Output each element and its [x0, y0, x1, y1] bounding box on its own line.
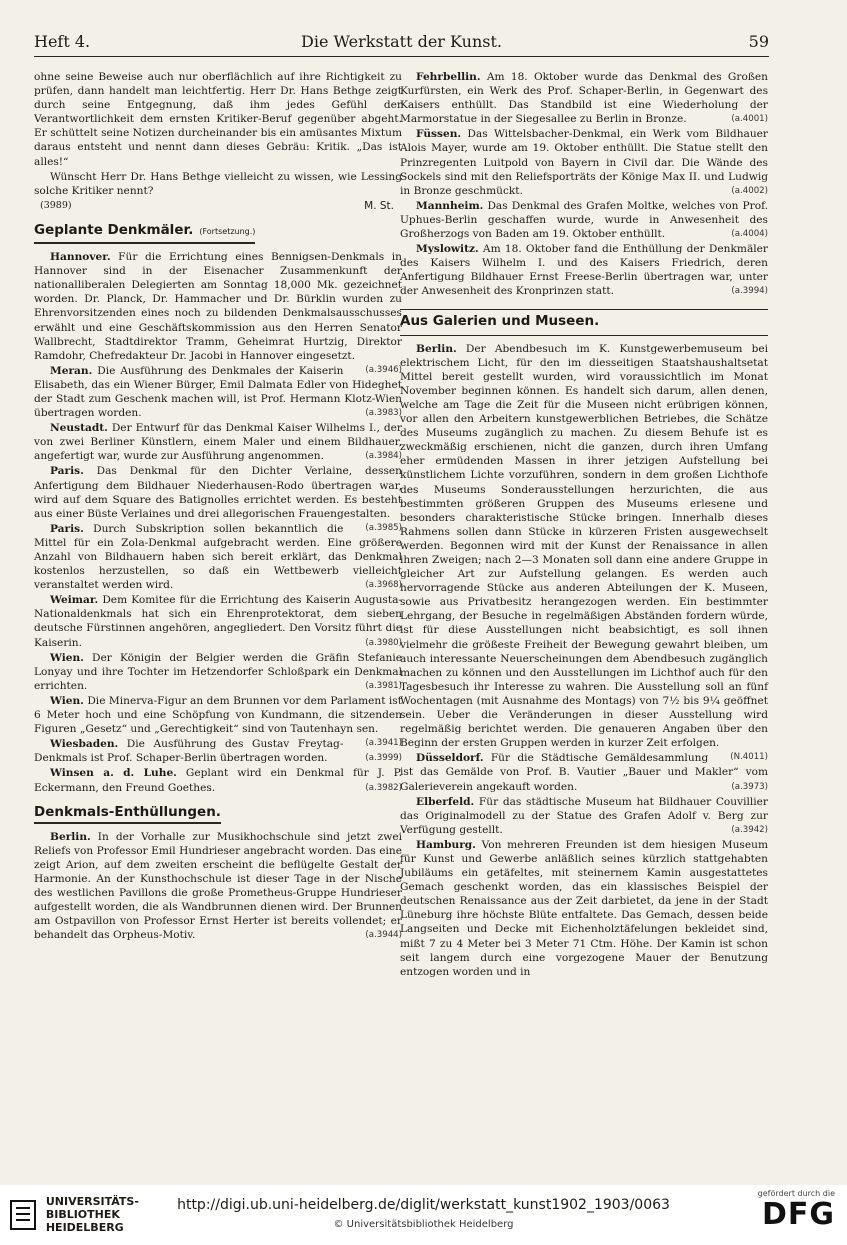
entry-ref-number: (a.3946): [365, 364, 402, 375]
entry-place: Berlin.: [416, 342, 457, 355]
entry-ref-number: (a.3980): [365, 637, 402, 648]
digitization-footer: [0, 1185, 847, 1245]
entry-place: Paris.: [50, 522, 84, 535]
header-rule: [34, 56, 769, 57]
entry-place: Elberfeld.: [416, 795, 475, 808]
article-number: (3989): [40, 199, 72, 211]
entry-ref-number: (a.3968): [365, 580, 402, 591]
entries-galleries: [400, 342, 768, 979]
signature-line: [34, 199, 402, 213]
entry-ref-number: (a.3982): [365, 782, 402, 793]
entry-ref-number: (a.3944): [365, 930, 402, 941]
entry-place: Füssen.: [416, 128, 462, 141]
entry-place: Hannover.: [50, 251, 111, 264]
entry-text: Der Abendbesuch im K. Kunstgewerbemuseum bei elektrischem Licht, für den im diesseitigen Staatshaushaltsetat Mittel bereit gestellt wurden, wird voraussichtlich im Monat November beginnen können. Es handelt sich darum, allen denen, welche am Tage die Zeit für die Museen nicht erübrigen können, vor allen den Arbeitern kunstgewerblichen Betriebes, die Schätze des Museums zugänglich zu machen. Zu diesem Behufe ist es zweckmäßig erschienen, nicht die ganzen, durch ihren Umfang eher ermüdenden Massen in ihrer jetzigen Aufstellung bei künstlichem Lichte vorzuführen, sondern in dem großen Lichthofe des Museums Sonderausstellungen herzurichten, die aus bestimmten größeren Gruppen des Museums erlesene und besonders charakteristische Stücke bringen. Innerhalb dieses Rahmens sollen dann Stücke in kürzeren Fristen ausgewechselt werden. Begonnen wird mit der Kunst der Renaissance in allen ihren Zweigen; nach 2—3 Monaten soll dann eine andere Gruppe in gleicher Art zur Aufstellung gelangen. Es werden auch hervorragende Stücke aus anderen Abteilungen der K. Museen, sowie aus Privatbesitz herangezogen werden. Ein bestimmter Lehrgang, der Besuche in regelmäßigen Abständen fordern würde, ist für diese Ausstellungen nicht beabsichtigt, es soll ihnen vielmehr die größeste Freiheit der Bewegung gewahrt bleiben, um auch interessante Neuerscheinungen dem Abendbesuch zugänglich machen zu können und den Ausstellungen im Lichthof auch für den Tagesbesuch ihr Interesse zu wahren. Die Ausstellung soll an fünf Wochentagen (mit Ausnahme des Montags) von 7½ bis 9¼ geöffnet sein. Ueber die Veränderungen in dieser Ausstellung wird regelmäßig berichtet werden. Die genaueren Angaben über den Beginn der ersten Gruppen werden in kurzer Zeit erfolgen.: [400, 342, 769, 750]
entry-place: Berlin.: [50, 830, 91, 843]
entry-place: Düsseldorf.: [416, 752, 484, 765]
entry-place: Wien.: [50, 694, 84, 707]
entry-place: Neustadt.: [50, 422, 108, 435]
page-number: 59: [748, 32, 769, 51]
funder-note: gefördert durch die: [757, 1189, 835, 1198]
section-title: Geplante Denkmäler.: [34, 221, 194, 238]
entries-unveilings: [34, 830, 402, 943]
entry-ref-number: (a.3994): [731, 286, 768, 297]
right-column: [400, 70, 768, 980]
entry-ref-number: (N.4011): [730, 752, 768, 763]
library-name: UNIVERSITÄTS- BIBLIOTHEK HEIDELBERG: [45, 1195, 139, 1234]
entry-ref-number: (a.3981): [365, 680, 402, 691]
entry-place: Meran.: [50, 364, 93, 377]
section-heading-galerien: [400, 309, 768, 336]
entry-text: Am 18. Oktober fand die Enthüllung der Denkmäler des Kaisers Wilhelm I. und des Kaisers Friedrich, deren Anfertigung Bildhauer Ernst Freese-Berlin übertragen war, unter der Anwesenheit des Kronprinzen statt.: [400, 243, 768, 298]
entry-ref-number: (a.4001): [731, 114, 768, 125]
section-heading-geplante: [34, 223, 402, 244]
entry-text: Die Ausführung des Gustav Freytag-Denkmals ist Prof. Schaper-Berlin übertragen worden.: [34, 738, 344, 765]
running-header: [34, 32, 769, 54]
entries-unveilings-cont: [400, 70, 768, 299]
section-heading-enthuellungen: [34, 805, 402, 824]
copyright-notice: © Universitätsbibliothek Heidelberg: [333, 1219, 514, 1230]
author-initials: M. St.: [364, 199, 394, 212]
entry-text: Der Entwurf für das Denkmal Kaiser Wilhelms I., der von zwei Berliner Künstlern, einem Maler und einem Bildhauer, angefertigt war, wurde zur Ausführung angenommen.: [34, 422, 402, 463]
entry-text: Die Ausführung des Denkmales der Kaiserin Elisabeth, das ein Wiener Bürger, Emil Dalmata Edler von Hideghet der Stadt zum Geschenk machen will, ist Prof. Hermann Klotz-Wien übertragen worden.: [34, 364, 402, 420]
left-column: [34, 70, 402, 943]
entry-text: Der Königin der Belgier werden die Gräfin Stefanie Lonyay und ihre Tochter im Hetzendorfer Schloßpark ein Denkmal errichten.: [34, 651, 402, 692]
entry-ref-number: (a.4002): [731, 185, 768, 196]
entry-ref-number: (a.3985): [365, 522, 402, 533]
entry-place: Weimar.: [50, 594, 99, 607]
entry-text: Für die Städtische Gemäldesammlung ist das Gemälde von Prof. B. Vautier „Bauer und Makler“ vom Galerieverein angekauft worden.: [400, 752, 768, 793]
news-entry: [400, 199, 768, 241]
news-entry: [34, 651, 402, 693]
dfg-logo: DFG: [761, 1197, 835, 1232]
entry-ref-number: (a.3999): [365, 753, 402, 764]
entry-ref-number: (a.3941): [365, 738, 402, 749]
news-entry: [400, 70, 768, 126]
entry-text: Die Minerva-Figur an dem Brunnen vor dem Parlament ist 6 Meter hoch und eine Schöpfung von Kundmann, die sitzenden Figuren „Gesetz“ und „Gerechtigkeit“ sind von Tautenhayn sen.: [34, 694, 402, 736]
news-entry: [34, 464, 402, 533]
entry-place: Hamburg.: [416, 838, 476, 851]
entry-text: Das Denkmal des Grafen Moltke, welches von Prof. Uphues-Berlin geschaffen wurde, wurde in Anwesenheit des Großherzogs von Baden am 19. Oktober enthüllt.: [400, 199, 769, 241]
entry-place: Fehrbellin.: [416, 71, 481, 83]
entry-text: Für das städtische Museum hat Bildhauer Couvillier das Originalmodell zu der Statue des Grafen Adolf v. Berg zur Verfügung gestellt.: [400, 795, 768, 836]
entry-ref-number: (a.3983): [365, 408, 402, 419]
intro-paragraph: ohne seine Beweise auch nur oberflächlich auf ihre Richtigkeit zu prüfen, dann handelt man leichtfertig. Herr Dr. Hans Bethge zeigt durch seine Entgegnung, daß ihm jedes Gefühl der Verantwortlichkeit dem ernsten Kritiker-Beruf gegenüber abgeht. Er schüttelt seine Notizen durcheinander bis ein amüsantes Mixtum daraus entsteht und nennt dann dieses Gebräu: Kritik. „Das ist alles!“: [34, 71, 402, 168]
news-entry: [34, 421, 402, 463]
news-entry: [400, 242, 768, 298]
issue-label: Heft 4.: [34, 32, 91, 51]
news-entry: [400, 127, 768, 197]
journal-title: Die Werkstatt der Kunst.: [301, 32, 502, 51]
entries-planned-monuments: [34, 250, 402, 795]
entry-ref-number: (a.3942): [731, 824, 768, 835]
entry-text: In der Vorhalle zur Musikhochschule sind jetzt zwei Reliefs von Professor Emil Hundrieser angebracht worden. Das eine zeigt Arion, auf dem zweiten erscheint die beflügelte Gestalt der Harmonie. An der Kunsthochschule ist dieser Tage in der Nische des westlichen Pavillons die große Prometheus-Gruppe Hundrieser aufgestellt worden, die als Wandbrunnen dienen wird. Der Brunnen am Ostpavillon von Professor Ernst Herter ist bereits vollendet; er behandelt das Orpheus-Motiv.: [34, 830, 402, 942]
section-note: (Fortsetzung.): [199, 226, 256, 236]
entry-place: Wien.: [50, 651, 84, 664]
entry-place: Wiesbaden.: [50, 738, 119, 751]
entry-text: Für die Errichtung eines Bennigsen-Denkmals in Hannover sind in der Eisenacher Zusammenkunft der nationalliberalen Delegierten am Sonntag 18,000 Mk. gezeichnet worden. Dr. Planck, Dr. Hammacher und Dr. Bürklin wurden zu Ehrenvorsitzenden eines noch zu bildenden Denkmalsausschusses erwählt und eine Geschäftskommission aus den Herren Senator Wallbrecht, Stadtdirektor Tramm, Geheimrat Hurtzig, Direktor Ramdohr, Chefredakteur Dr. Jacobi in Hannover eingesetzt.: [34, 251, 402, 362]
news-entry: [34, 593, 402, 649]
source-url-link[interactable]: http://digi.ub.uni-heidelberg.de/diglit/werkstatt_kunst1902_1903/0063: [177, 1197, 670, 1213]
entry-place: Paris.: [50, 465, 84, 478]
entry-place: Myslowitz.: [416, 243, 479, 256]
entry-place: Mannheim.: [416, 199, 484, 212]
entry-text: Dem Komitee für die Errichtung des Kaiserin Augusta-Nationaldenkmals hat sich ein Ehrenprotektorat, dem sieben deutsche Fürstinnen angehören, angegliedert. Den Vorsitz führt die Kaiserin.: [34, 594, 402, 649]
intro-paragraph-2: Wünscht Herr Dr. Hans Bethge vielleicht zu wissen, wie Lessing solche Kritiker nennt?: [34, 170, 402, 197]
news-entry: [400, 795, 768, 837]
news-entry: [34, 766, 402, 794]
news-entry: [400, 838, 768, 979]
entry-text: Geplant wird ein Denkmal für J. P. Eckermann, den Freund Goethes.: [34, 767, 402, 794]
section-title: Aus Galerien und Museen.: [400, 312, 600, 329]
entry-text: Das Wittelsbacher-Denkmal, ein Werk vom Bildhauer Alois Mayer, wurde am 19. Oktober enthüllt. Die Statue stellt den Prinzregenten Luitpold von Bayern in Civil dar. Die Wände des Sockels sind mit den Reliefsporträts der Könige Max II. und Ludwig in Bronze geschmückt.: [400, 128, 768, 197]
entry-place: Winsen a. d. Luhe.: [50, 767, 177, 780]
entry-text: Das Denkmal für den Dichter Verlaine, dessen Anfertigung dem Bildhauer Niederhausen-Rodo übertragen war, wird auf dem Square des Batignolles errichtet werden. Es besteht aus einer Büste Verlaines und drei allegorischen Frauengestalten.: [34, 465, 402, 520]
entry-ref-number: (a.4004): [731, 229, 768, 240]
news-entry: [34, 830, 402, 943]
funder-logo: [758, 1189, 835, 1232]
entry-ref-number: (a.3973): [731, 781, 768, 792]
entry-text: Am 18. Oktober wurde das Denkmal des Großen Kurfürsten, ein Werk des Prof. Schaper-Berlin, in Gegenwart des Kaisers enthüllt. Das Standbild ist eine Wiederholung der Marmorstatue in der Siegesallee zu Berlin in Bronze.: [400, 71, 769, 126]
entry-ref-number: (a.3984): [365, 451, 402, 462]
entry-text: Durch Subskription sollen bekanntlich die Mittel für ein Zola-Denkmal aufgebracht werden. Eine größere Anzahl von Bildhauern haben sich bereit erklärt, das Denkmal kostenlos herzustellen, so daß ein Wettbewerb vielleicht veranstaltet werden wird.: [34, 522, 402, 592]
entry-text: Von mehreren Freunden ist dem hiesigen Museum für Kunst und Gewerbe anläßlich seines kürzlich stattgehabten Jubiläums ein getäfeltes, mit steinernem Kamin ausgestattetes Gemach geschenkt worden, das ein klassisches Beispiel der deutschen Renaissance aus der Zeit darbietet, da jene in der Stadt Lüneburg ihre höchste Blüte entfaltete. Das Gemach, dessen beide Langseiten und Decke mit Eichenholztäfelungen bekleidet sind, mißt 7 zu 4 Meter bei 3 Meter 71 Ctm. Höhe. Der Kamin ist schon seit langem durch eine vorgezogene Mauer der Benutzung entzogen worden und in: [400, 838, 768, 978]
section-title: Denkmals-Enthüllungen.: [34, 805, 221, 824]
